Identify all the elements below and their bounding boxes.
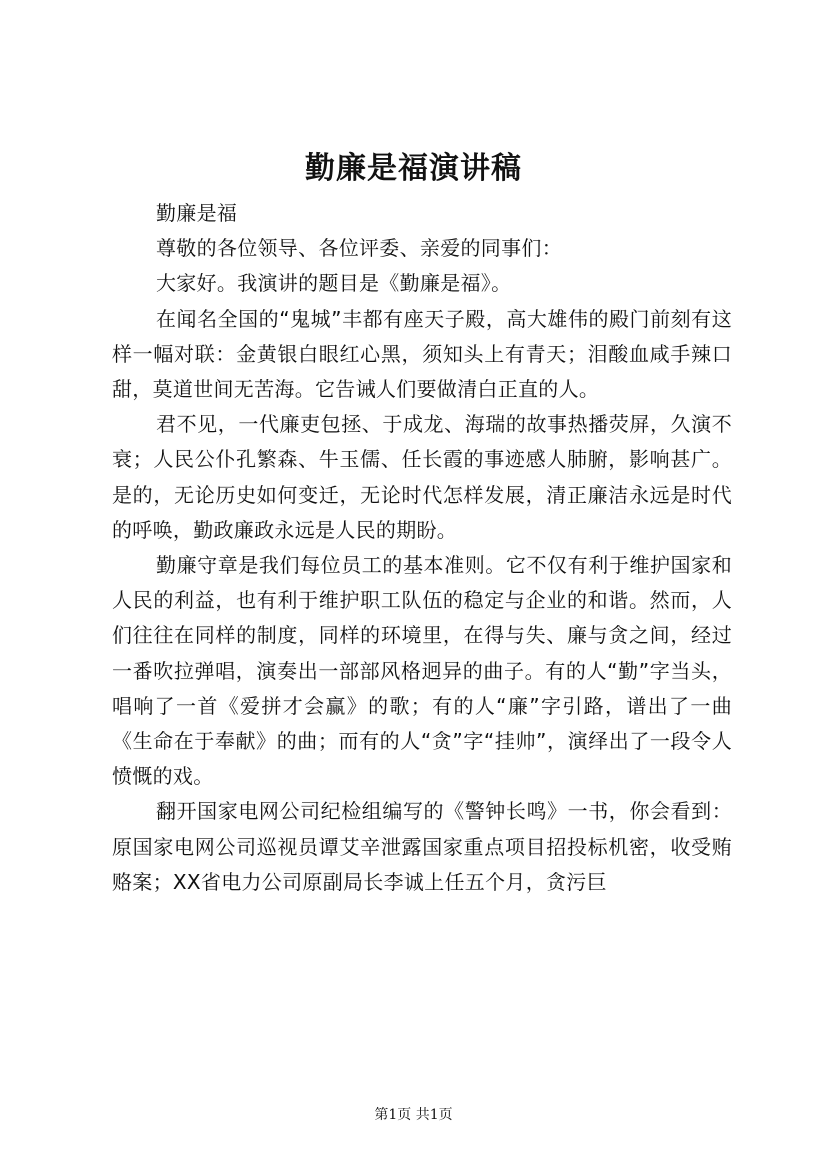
paragraph-greeting: 大家好。我演讲的题目是《勤廉是福》。 [156, 271, 512, 296]
document-body [112, 196, 732, 900]
paragraph-subtitle: 勤廉是福 [156, 201, 238, 225]
document-title: 勤廉是福演讲稿 [305, 151, 522, 186]
paragraph-body-2: 君不见，一代廉吏包拯、于成龙、海瑞的故事热播荧屏，久演不衰；人民公仆孔繁森、牛玉儒、任长霞的事迹感人肺腑，影响甚广。是的，无论历史如何变迁，无论时代怎样发展，清正廉洁永远是时代的呼唤，勤政廉政永远是人民的期盼。 [112, 412, 732, 542]
paragraph-body-3: 勤廉守章是我们每位员工的基本准则。它不仅有利于维护国家和人民的利益，也有利于维护职工队伍的稳定与企业的和谐。然而，人们往往在同样的制度，同样的环境里，在得与失、廉与贪之间，经过一番吹拉弹唱，演奏出一部部风格迥异的曲子。有的人“勤”字当头，唱响了一首《爱拼才会赢》的歌；有的人“廉”字引路，谱出了一曲《生命在于奉献》的曲；而有的人“贪”字“挂帅”，演绎出了一段令人愤慨的戏。 [112, 553, 732, 789]
page-number-footer: 第1页 共1页 [374, 1107, 453, 1123]
paragraph-body-4: 翻开国家电网公司纪检组编写的《警钟长鸣》一书，你会看到：原国家电网公司巡视员谭艾辛泄露国家重点项目招投标机密，收受贿赂案；XX省电力公司原副局长李诚上任五个月，贪污巨 [112, 799, 732, 894]
paragraph-salutation: 尊敬的各位领导、各位评委、亲爱的同事们： [156, 236, 562, 261]
paragraph-body-1: 在闻名全国的“鬼城”丰都有座天子殿，高大雄伟的殿门前刻有这样一幅对联：金黄银白眼红心黑，须知头上有青天；泪酸血咸手辣口甜，莫道世间无苦海。它告诫人们要做清白正直的人。 [112, 306, 732, 402]
